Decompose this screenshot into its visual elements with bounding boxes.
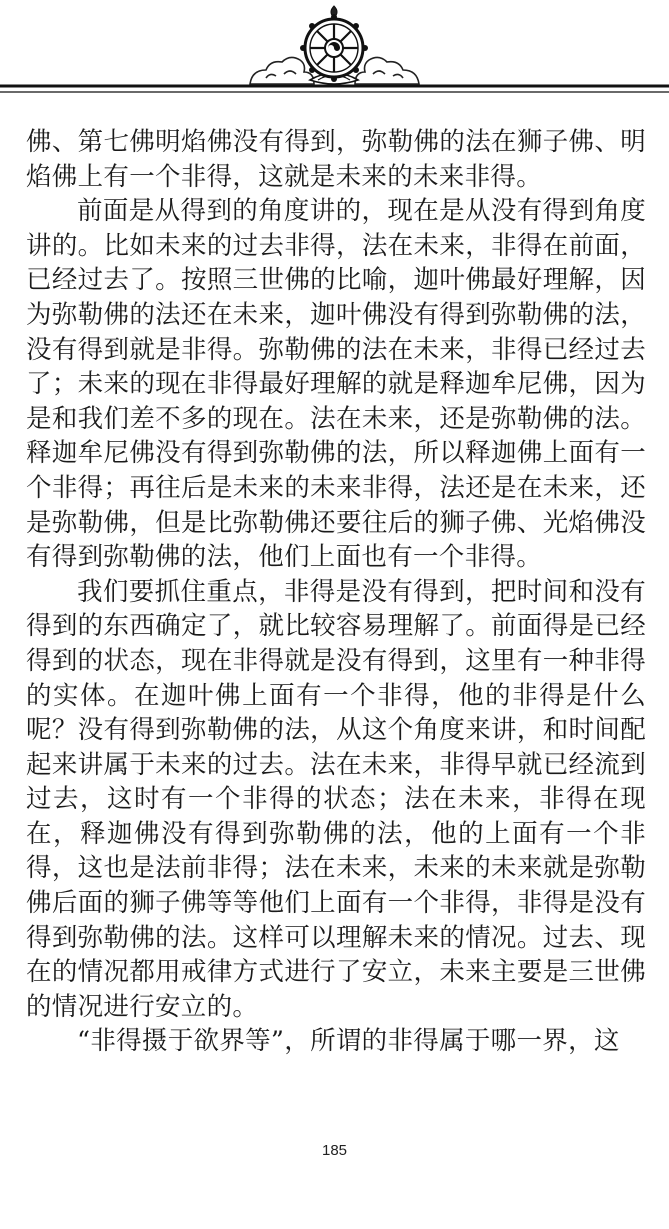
auspicious-cloud-icon — [355, 57, 419, 84]
page-number: 185 — [321, 1142, 348, 1159]
paragraph: “非得摄于欲界等”，所谓的非得属于哪一界，这 — [77, 1026, 620, 1057]
auspicious-cloud-icon — [250, 57, 314, 84]
paragraph: 我们要抓住重点，非得是没有得到，把时间和没有得到的东西确定了，就比较容易理解了。前面得是已经得到的状态，现在非得就是没有得到，这里有一种非得的实体。在迦叶佛上面有一个非得，他的非得是什么呢？没有得到弥勒佛的法，从这个角度来讲，和时间配起来讲属于未来的过去。法在未来，非得早就已经流到过去，这时有一个非得的状态；法在未来，非得在现在，释迦佛没有得到弥勒佛的法，他的上面有一个非得，这也是法前非得；法在未来，未来的未来就是弥勒佛后面的狮子佛等等他们上面有一个非得，非得是没有得到弥勒佛的法。这样可以理解未来的情况。过去、现在的情况都用戒律方式进行了安立，未来主要是三世佛的情况进行安立的。 — [26, 576, 646, 1022]
dharma-wheel-icon — [300, 6, 368, 84]
paragraph: 佛、第七佛明焰佛没有得到，弥勒佛的法在狮子佛、明焰佛上有一个非得，这就是未来的未来非得。 — [26, 127, 646, 192]
paragraph: 前面是从得到的角度讲的，现在是从没有得到角度讲的。比如未来的过去非得，法在未来，非得在前面，已经过去了。按照三世佛的比喻，迦叶佛最好理解，因为弥勒佛的法还在未来，迦叶佛没有得到弥勒佛的法，没有得到就是非得。弥勒佛的法在未来，非得已经过去了；未来的现在非得最好理解的就是释迦牟尼佛，因为是和我们差不多的现在。法在未来，还是弥勒佛的法。释迦牟尼佛没有得到弥勒佛的法，所以释迦佛上面有一个非得；再往后是未来的未来非得，法还是在未来，还是弥勒佛，但是比弥勒佛还要往后的狮子佛、光焰佛没有得到弥勒佛的法，他们上面也有一个非得。 — [26, 196, 646, 573]
page-header — [0, 0, 669, 100]
body-text — [26, 125, 646, 1059]
